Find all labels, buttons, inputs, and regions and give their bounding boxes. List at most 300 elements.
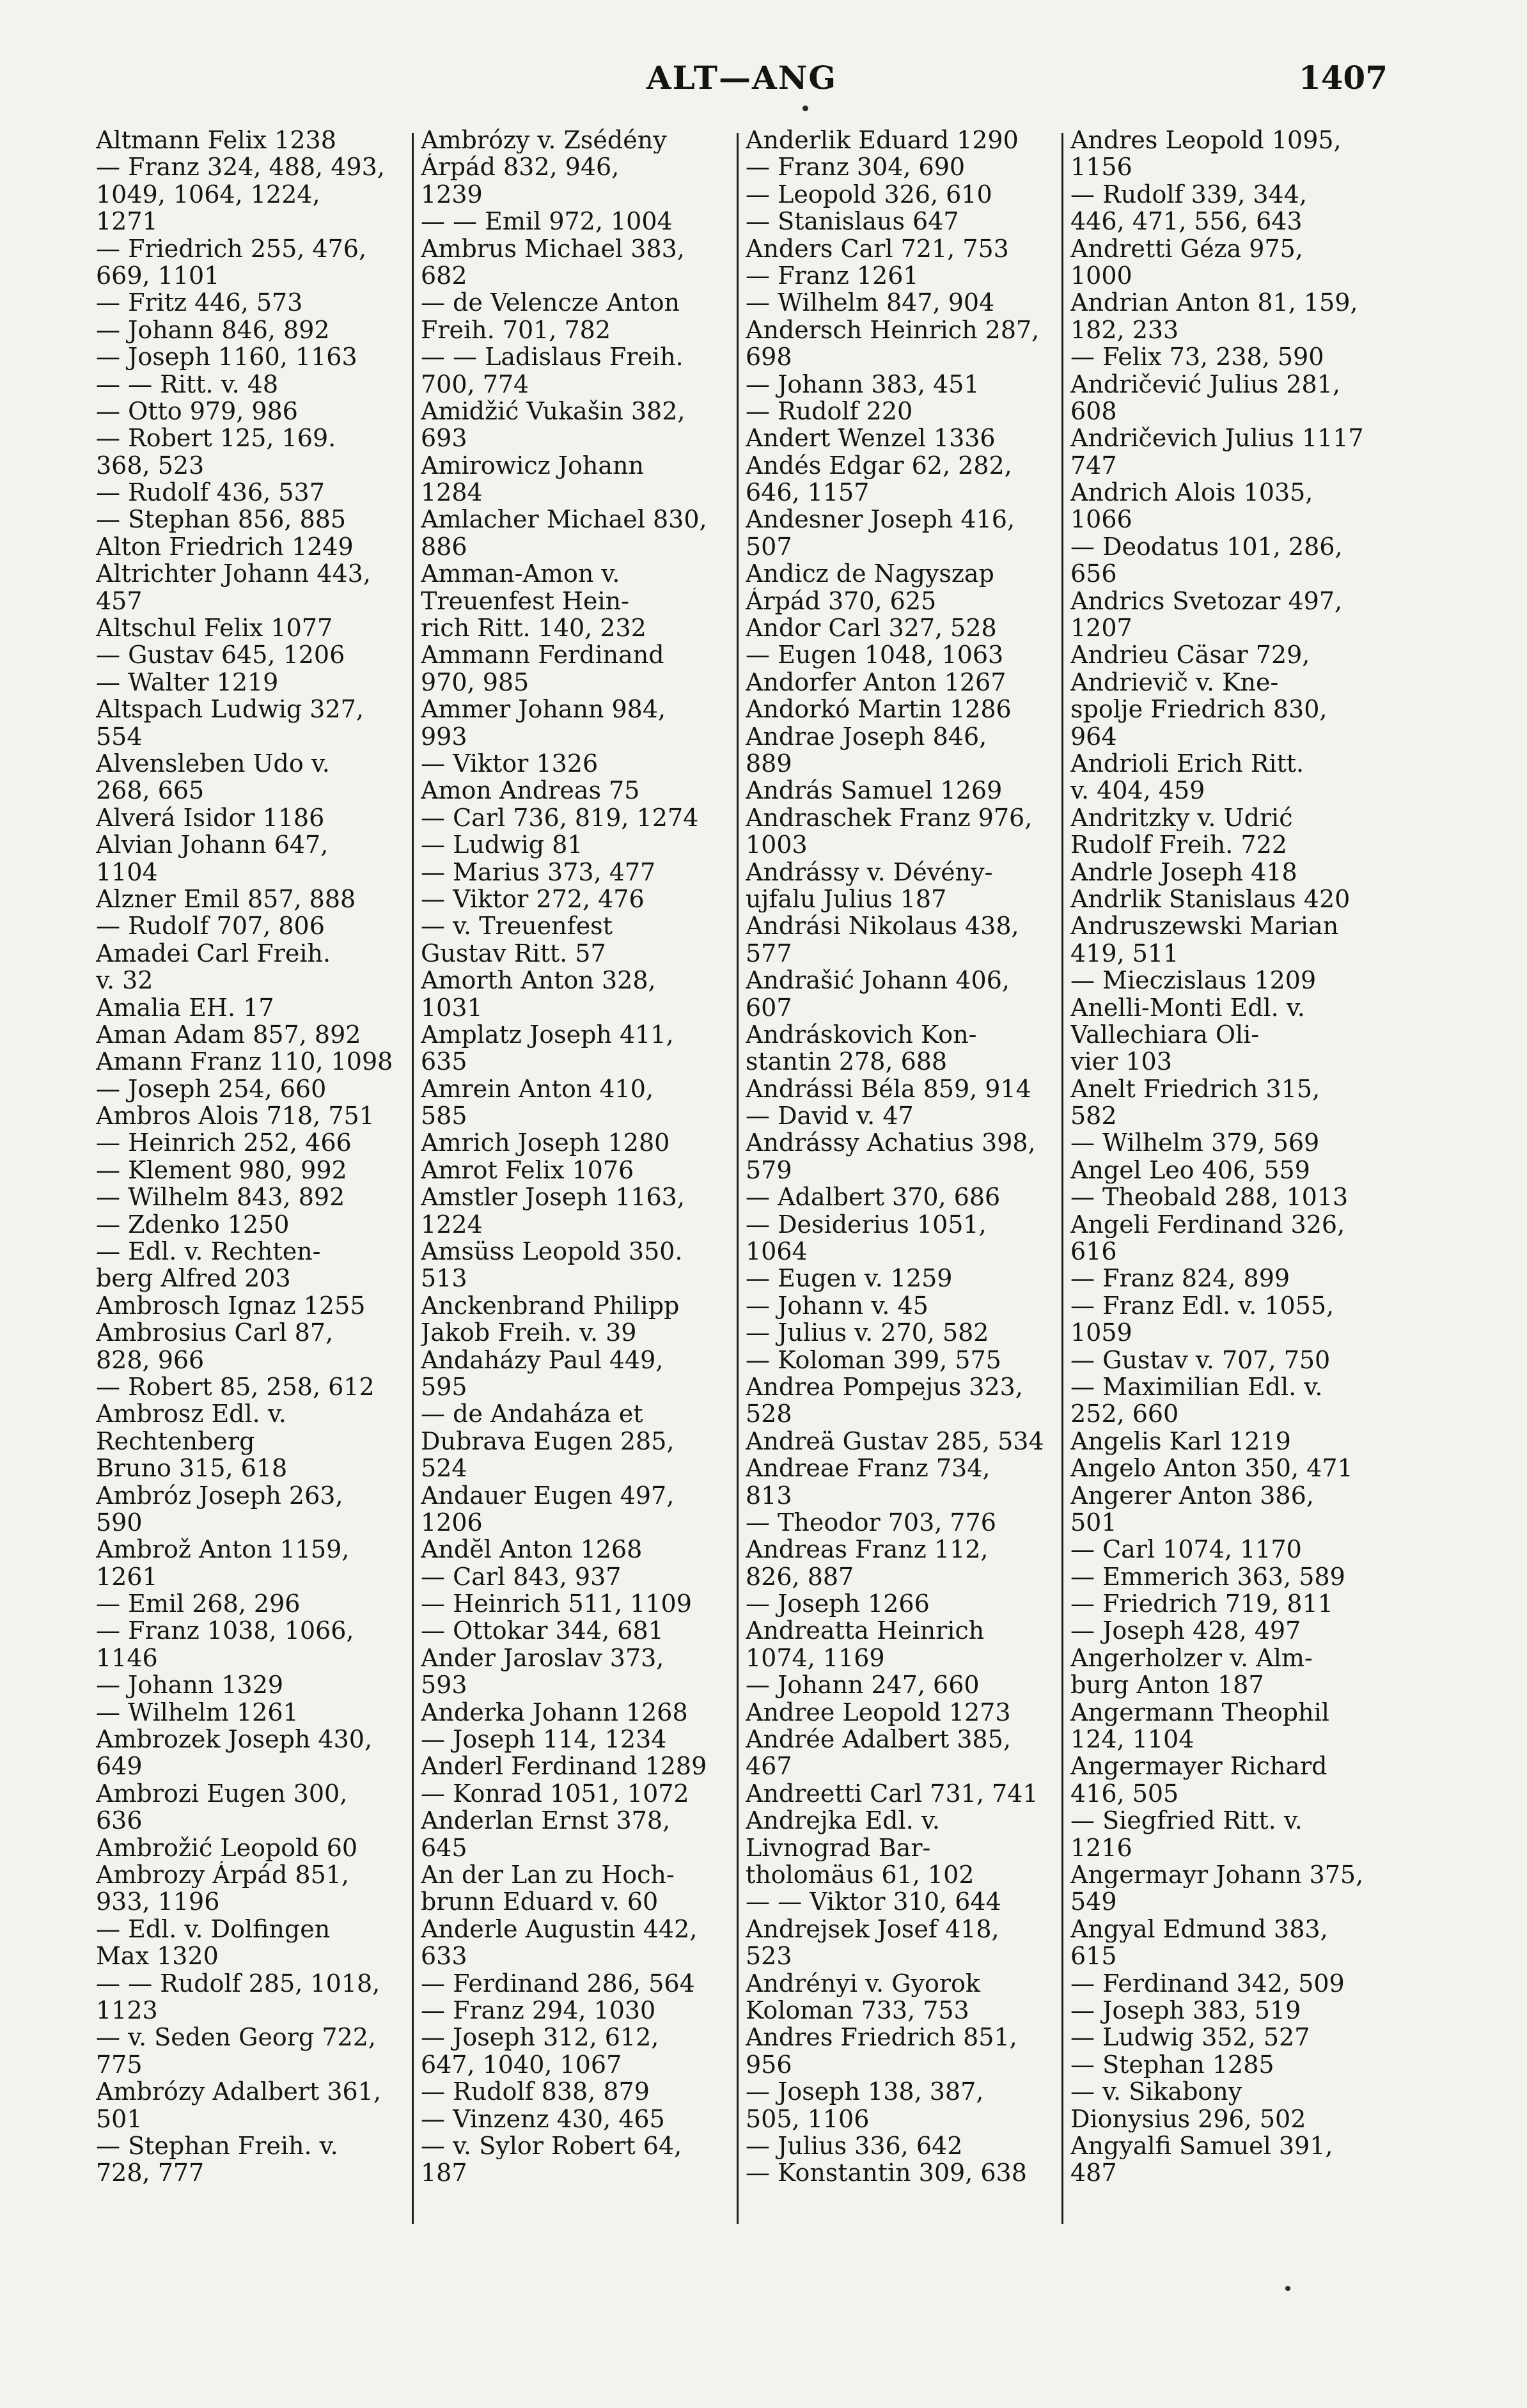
index-entry-line: — Mieczislaus 1209 — [1070, 967, 1317, 994]
index-entry-line: 252, 660 — [1070, 1400, 1179, 1428]
index-entry-line: 886 — [421, 533, 467, 561]
index-entry-line: Andrea Pompejus 323, — [746, 1373, 1023, 1401]
index-entry-line: Amon Andreas 75 — [421, 777, 640, 804]
index-entry-line: 828, 966 — [96, 1346, 205, 1373]
index-entry-line: Andres Friedrich 851, — [746, 2024, 1017, 2051]
index-entry-line: Angel Leo 406, 559 — [1070, 1156, 1310, 1184]
index-entry-line: Vallechiara Oli- — [1070, 1020, 1260, 1049]
index-entry-line: — Franz 324, 488, 493, — [96, 153, 385, 181]
index-entry-line: Altrichter Johann 443, — [96, 560, 371, 588]
index-entry-line: — Ottokar 344, 681 — [421, 1617, 664, 1645]
index-entry-line: 528 — [746, 1400, 792, 1428]
index-columns — [96, 127, 1388, 2237]
index-entry-line: — Joseph 138, 387, — [746, 2078, 984, 2106]
index-entry-line: 607 — [746, 994, 792, 1021]
index-entry-line: 446, 471, 556, 643 — [1070, 208, 1303, 235]
index-entry-line: Andrejsek Josef 418, — [746, 1915, 999, 1943]
index-entry-line: Anderka Johann 1268 — [421, 1698, 688, 1726]
index-entry-line: Andreae Franz 734, — [746, 1455, 991, 1482]
index-entry-line: 505, 1106 — [746, 2105, 870, 2132]
index-entry-line: 826, 887 — [746, 1563, 854, 1591]
index-entry-line: — Wilhelm 1261 — [96, 1698, 299, 1726]
index-entry-line: Jakob Freih. v. 39 — [421, 1319, 637, 1347]
index-entry-line: — Maximilian Edl. v. — [1070, 1373, 1323, 1401]
index-entry-line: — Carl 736, 819, 1274 — [421, 804, 699, 832]
index-entry-line: — Vinzenz 430, 465 — [421, 2105, 665, 2132]
index-entry-line: 970, 985 — [421, 668, 529, 696]
index-entry-line: 647, 1040, 1067 — [421, 2051, 622, 2079]
index-entry-line: Ambrožić Leopold 60 — [96, 1834, 358, 1861]
index-entry-line: Alvensleben Udo v. — [96, 749, 330, 778]
index-entry-line: — Joseph 312, 612, — [421, 2024, 659, 2051]
index-entry-line: Andaházy Paul 449, — [421, 1346, 664, 1373]
index-entry-line: stantin 278, 688 — [746, 1048, 948, 1075]
index-entry-line: Andritzky v. Udrić — [1070, 804, 1293, 832]
index-entry-line: Andersch Heinrich 287, — [746, 316, 1040, 344]
index-entry-line: Andĕl Anton 1268 — [421, 1536, 643, 1563]
index-entry-line: Ammann Ferdinand — [421, 641, 664, 669]
index-entry-line: Altspach Ludwig 327, — [96, 696, 364, 723]
index-entry-line: 1031 — [421, 994, 483, 1021]
index-entry-line: — Rudolf 220 — [746, 397, 913, 425]
index-entry-line: — Leopold 326, 610 — [746, 180, 992, 208]
index-entry-line: — Theobald 288, 1013 — [1070, 1184, 1349, 1211]
index-entry-line: — Edl. v. Rechten- — [96, 1238, 321, 1265]
index-entry-line: Livnograd Bar- — [746, 1834, 931, 1861]
index-entry-line: Andričević Julius 281, — [1070, 370, 1340, 398]
index-entry-line: 416, 505 — [1070, 1779, 1179, 1808]
index-entry-line: Angyal Edmund 383, — [1070, 1915, 1328, 1943]
index-entry-line: — Joseph 1160, 1163 — [96, 343, 357, 371]
index-entry-line: — Emmerich 363, 589 — [1070, 1563, 1345, 1591]
index-entry-line: — de Andaháza et — [421, 1400, 643, 1428]
page-number: 1407 — [1298, 59, 1388, 97]
index-entry-line: — Emil 268, 296 — [96, 1590, 301, 1618]
index-entry-line: Andreas Franz 112, — [746, 1536, 989, 1563]
index-entry-line: Andrioli Erich Ritt. — [1070, 749, 1304, 778]
index-entry-line: — Joseph 114, 1234 — [421, 1726, 667, 1753]
index-entry-line: — v. Seden Georg 722, — [96, 2024, 376, 2051]
index-entry-line: — Klement 980, 992 — [96, 1156, 347, 1184]
index-entry-line: — Rudolf 838, 879 — [421, 2078, 650, 2106]
index-entry-line: Angermayer Richard — [1070, 1753, 1327, 1780]
index-entry-line: spolje Friedrich 830, — [1070, 696, 1327, 723]
index-entry-line: Anders Carl 721, 753 — [746, 235, 1009, 262]
index-entry-line: — Johann 1329 — [96, 1671, 284, 1699]
index-entry-line: Treuenfest Hein- — [421, 587, 629, 615]
index-entry-line: — de Velencze Anton — [421, 289, 680, 317]
index-entry-line: Angelis Karl 1219 — [1070, 1427, 1291, 1455]
index-entry-line: Andrejka Edl. v. — [746, 1807, 940, 1834]
index-entry-line: Ambrož Anton 1159, — [96, 1536, 350, 1563]
index-entry-line: 501 — [1070, 1508, 1117, 1536]
index-entry-line: Andrian Anton 81, 159, — [1070, 289, 1358, 317]
index-entry-line: — Carl 843, 937 — [421, 1563, 622, 1591]
index-entry-line: — Stephan 856, 885 — [96, 506, 347, 533]
index-entry-line: Amirowicz Johann — [421, 451, 644, 480]
index-entry-line: 964 — [1070, 723, 1117, 750]
index-entry-line: Angelo Anton 350, 471 — [1070, 1455, 1353, 1482]
index-entry-line: — Edl. v. Dolfingen — [96, 1915, 331, 1943]
index-entry-line: 616 — [1070, 1238, 1117, 1265]
index-entry-line: Altmann Felix 1238 — [96, 127, 336, 154]
index-entry-line: — Joseph 428, 497 — [1070, 1617, 1301, 1645]
index-entry-line: — Viktor 1326 — [421, 749, 599, 778]
index-entry-line: Dionysius 296, 502 — [1070, 2105, 1306, 2132]
index-entry-line: — — Rudolf 285, 1018, — [96, 1969, 380, 1997]
index-entry-line: Andrée Adalbert 385, — [746, 1726, 1011, 1753]
index-entry-line: 1271 — [96, 208, 158, 235]
index-entry-line: 608 — [1070, 397, 1117, 425]
index-entry-line: 1003 — [746, 831, 808, 859]
index-entry-line: — Eugen v. 1259 — [746, 1265, 953, 1292]
index-entry-line: Angeli Ferdinand 326, — [1070, 1210, 1345, 1239]
index-entry-line: 649 — [96, 1753, 143, 1780]
index-entry-line: — Stanislaus 647 — [746, 208, 959, 235]
index-entry-line: Andrašić Johann 406, — [746, 967, 1010, 994]
column-rule — [1061, 133, 1063, 2224]
index-entry-line: — Franz 294, 1030 — [421, 1996, 656, 2024]
index-entry-line: 956 — [746, 2051, 792, 2079]
index-entry-line: Amstler Joseph 1163, — [421, 1184, 685, 1211]
index-entry-line: Ambrosz Edl. v. — [96, 1400, 286, 1428]
index-column-3 — [746, 127, 1055, 2237]
index-entry-line: 728, 777 — [96, 2159, 205, 2187]
index-entry-line: Angermann Theophil — [1070, 1698, 1329, 1726]
index-entry-line: 585 — [421, 1102, 467, 1130]
index-column-1 — [96, 127, 405, 2237]
index-entry-line: — Franz 824, 899 — [1070, 1265, 1290, 1292]
index-entry-line: Andres Leopold 1095, — [1070, 127, 1342, 154]
index-entry-line: — Ferdinand 342, 509 — [1070, 1969, 1345, 1997]
index-entry-line: tholomäus 61, 102 — [746, 1861, 975, 1889]
index-entry-line: Andés Edgar 62, 282, — [746, 451, 1012, 480]
index-entry-line: Ambros Alois 718, 751 — [96, 1102, 375, 1130]
index-entry-line: 1239 — [421, 180, 483, 208]
index-entry-line: Anelt Friedrich 315, — [1070, 1075, 1320, 1103]
index-entry-line: 501 — [96, 2105, 143, 2132]
index-entry-line: 513 — [421, 1265, 467, 1292]
index-entry-line: 693 — [421, 425, 467, 452]
index-entry-line: — Viktor 272, 476 — [421, 885, 645, 913]
index-entry-line: 775 — [96, 2051, 143, 2079]
index-entry-line: — v. Sikabony — [1070, 2078, 1242, 2106]
index-entry-line: 590 — [96, 1508, 143, 1536]
index-entry-line: Andrássy v. Dévény- — [746, 858, 993, 886]
index-entry-line: 615 — [1070, 1943, 1117, 1970]
index-entry-line: Amman-Amon v. — [421, 560, 620, 588]
index-entry-line: — Stephan 1285 — [1070, 2051, 1274, 2079]
index-entry-line: — Otto 979, 986 — [96, 397, 298, 425]
index-entry-line: Alzner Emil 857, 888 — [96, 885, 356, 913]
index-entry-line: Amsüss Leopold 350. — [421, 1238, 683, 1265]
index-entry-line: Andrieu Cäsar 729, — [1070, 641, 1310, 669]
index-entry-line: 549 — [1070, 1888, 1117, 1916]
index-entry-line: András Samuel 1269 — [746, 777, 1003, 804]
index-entry-line: 577 — [746, 939, 792, 967]
index-entry-line: Andráskovich Kon- — [746, 1020, 977, 1049]
index-entry-line: 636 — [96, 1807, 143, 1834]
index-entry-line: — Robert 125, 169. — [96, 425, 336, 452]
index-entry-line: Árpád 832, 946, — [421, 153, 620, 181]
index-entry-line: — Friedrich 255, 476, — [96, 235, 367, 262]
index-entry-line: Andorkó Martin 1286 — [746, 696, 1012, 723]
index-entry-line: Aman Adam 857, 892 — [96, 1020, 361, 1049]
column-rule — [412, 133, 414, 2224]
index-entry-line: — Deodatus 101, 286, — [1070, 533, 1343, 561]
index-entry-line: 993 — [421, 723, 467, 750]
index-entry-line: 368, 523 — [96, 451, 205, 480]
index-entry-line: Anderlan Ernst 378, — [421, 1807, 671, 1834]
index-entry-line: Dubrava Eugen 285, — [421, 1427, 675, 1455]
index-entry-line: — Desiderius 1051, — [746, 1210, 987, 1239]
index-entry-line: Amrot Felix 1076 — [421, 1156, 634, 1184]
index-entry-line: Ambrózy v. Zsédény — [421, 127, 667, 154]
index-entry-line: — Heinrich 511, 1109 — [421, 1590, 692, 1618]
index-entry-line: 933, 1196 — [96, 1888, 220, 1916]
index-entry-line: — Eugen 1048, 1063 — [746, 641, 1004, 669]
index-entry-line: — Wilhelm 379, 569 — [1070, 1129, 1320, 1157]
index-entry-line: 1104 — [96, 858, 158, 886]
index-entry-line: Ander Jaroslav 373, — [421, 1644, 664, 1672]
index-entry-line: — Joseph 383, 519 — [1070, 1996, 1301, 2024]
index-entry-line: — Konrad 1051, 1072 — [421, 1779, 689, 1808]
index-entry-line: Koloman 733, 753 — [746, 1996, 969, 2024]
index-entry-line: Rechtenberg — [96, 1427, 255, 1455]
index-entry-line: Angerholzer v. Alm- — [1070, 1644, 1313, 1672]
index-entry-line: Ambrus Michael 383, — [421, 235, 685, 262]
index-entry-line: Amlacher Michael 830, — [421, 506, 707, 533]
index-entry-line: Amadei Carl Freih. — [96, 939, 331, 967]
index-column-2 — [421, 127, 730, 2237]
index-entry-line: 1049, 1064, 1224, — [96, 180, 320, 208]
column-rule — [737, 133, 739, 2224]
index-entry-line: Andert Wenzel 1336 — [746, 425, 996, 452]
index-entry-line: 1059 — [1070, 1319, 1132, 1347]
index-entry-line: Andorfer Anton 1267 — [746, 668, 1006, 696]
index-entry-line: — v. Treuenfest — [421, 912, 613, 940]
index-entry-line: Ambrozi Eugen 300, — [96, 1779, 348, 1808]
index-entry-line: — Siegfried Ritt. v. — [1070, 1807, 1303, 1834]
index-entry-line: Amalia EH. 17 — [96, 994, 274, 1021]
index-entry-line: — Rudolf 436, 537 — [96, 479, 325, 506]
index-entry-line: — — Ritt. v. 48 — [96, 370, 279, 398]
index-entry-line: — — Emil 972, 1004 — [421, 208, 673, 235]
index-entry-line: — Franz 1038, 1066, — [96, 1617, 354, 1645]
index-entry-line: 1066 — [1070, 506, 1132, 533]
index-entry-line: 635 — [421, 1048, 467, 1075]
index-entry-line: Andreä Gustav 285, 534 — [746, 1427, 1044, 1455]
index-entry-line: Andrényi v. Gyorok — [746, 1969, 980, 1997]
index-entry-line: — Wilhelm 847, 904 — [746, 289, 995, 317]
index-entry-line: Ambróz Joseph 263, — [96, 1482, 343, 1509]
index-entry-line: 487 — [1070, 2159, 1117, 2187]
index-entry-line: 889 — [746, 749, 792, 778]
index-entry-line: — Friedrich 719, 811 — [1070, 1590, 1333, 1618]
index-entry-line: rich Ritt. 140, 232 — [421, 614, 646, 642]
index-entry-line: — Johann 846, 892 — [96, 316, 330, 344]
index-entry-line: Andraschek Franz 976, — [746, 804, 1033, 832]
index-entry-line: Anderl Ferdinand 1289 — [421, 1753, 707, 1780]
index-entry-line: Andrási Nikolaus 438, — [746, 912, 1019, 940]
index-entry-line: 1146 — [96, 1644, 158, 1672]
index-entry-line: — Johann 247, 660 — [746, 1671, 980, 1699]
index-entry-line: 1000 — [1070, 262, 1132, 290]
index-entry-line: — Walter 1219 — [96, 668, 279, 696]
index-entry-line: Angermayr Johann 375, — [1070, 1861, 1364, 1889]
index-entry-line: Andrae Joseph 846, — [746, 723, 987, 750]
index-entry-line: Angerer Anton 386, — [1070, 1482, 1314, 1509]
index-entry-line: — Franz Edl. v. 1055, — [1070, 1292, 1335, 1320]
index-entry-line: Andričevich Julius 1117 — [1070, 425, 1364, 452]
index-entry-line: 747 — [1070, 451, 1117, 480]
index-entry-line: Amrich Joseph 1280 — [421, 1129, 670, 1157]
index-entry-line: — Joseph 254, 660 — [96, 1075, 327, 1103]
index-entry-line: — Carl 1074, 1170 — [1070, 1536, 1302, 1563]
index-entry-line: 1206 — [421, 1508, 483, 1536]
index-entry-line: — Johann v. 45 — [746, 1292, 928, 1320]
index-entry-line: Bruno 315, 618 — [96, 1455, 288, 1482]
index-entry-line: Amann Franz 110, 1098 — [96, 1048, 393, 1075]
index-entry-line: 419, 511 — [1070, 939, 1179, 967]
index-entry-line: burg Anton 187 — [1070, 1671, 1264, 1699]
index-entry-line: — — Viktor 310, 644 — [746, 1888, 1001, 1916]
index-entry-line: Freih. 701, 782 — [421, 316, 611, 344]
index-entry-line: Árpád 370, 625 — [746, 587, 937, 615]
index-entry-line: — Rudolf 339, 344, — [1070, 180, 1307, 208]
index-entry-line: 595 — [421, 1373, 467, 1401]
index-entry-line: — Ferdinand 286, 564 — [421, 1969, 695, 1997]
index-entry-line: Andreetti Carl 731, 741 — [746, 1779, 1038, 1808]
index-entry-line: — Adalbert 370, 686 — [746, 1184, 1001, 1211]
index-entry-line: 593 — [421, 1671, 467, 1699]
index-entry-line: 813 — [746, 1482, 792, 1509]
index-entry-line: — Theodor 703, 776 — [746, 1508, 996, 1536]
index-entry-line: — Gustav v. 707, 750 — [1070, 1346, 1331, 1373]
index-entry-line: — Joseph 1266 — [746, 1590, 930, 1618]
index-entry-line: 669, 1101 — [96, 262, 220, 290]
index-entry-line: Amorth Anton 328, — [421, 967, 656, 994]
index-entry-line: Ambrózy Adalbert 361, — [96, 2078, 381, 2106]
index-entry-line: — Johann 383, 451 — [746, 370, 980, 398]
index-entry-line: 1284 — [421, 479, 483, 506]
index-entry-line: — Heinrich 252, 466 — [96, 1129, 352, 1157]
index-entry-line: Anderlik Eduard 1290 — [746, 127, 1019, 154]
index-entry-line: 554 — [96, 723, 143, 750]
index-entry-line: 698 — [746, 343, 792, 371]
index-entry-line: — Franz 1261 — [746, 262, 919, 290]
index-entry-line: Rudolf Freih. 722 — [1070, 831, 1287, 859]
index-entry-line: — Julius v. 270, 582 — [746, 1319, 989, 1347]
index-entry-line: v. 404, 459 — [1070, 777, 1205, 804]
index-entry-line: Anckenbrand Philipp — [421, 1292, 680, 1320]
index-entry-line: Ambrosius Carl 87, — [96, 1319, 334, 1347]
index-entry-line: Andreatta Heinrich — [746, 1617, 985, 1645]
index-entry-line: Amplatz Joseph 411, — [421, 1020, 674, 1049]
index-entry-line: Alverá Isidor 1186 — [96, 804, 325, 832]
index-entry-line: — Gustav 645, 1206 — [96, 641, 345, 669]
index-entry-line: 1207 — [1070, 614, 1132, 642]
index-entry-line: 124, 1104 — [1070, 1726, 1194, 1753]
index-entry-line: 1064 — [746, 1238, 808, 1265]
index-entry-line: 682 — [421, 262, 467, 290]
index-entry-line: — Felix 73, 238, 590 — [1070, 343, 1324, 371]
index-entry-line: — Marius 373, 477 — [421, 858, 656, 886]
index-entry-line: 1261 — [96, 1563, 158, 1591]
index-entry-line: Ambrozy Árpád 851, — [96, 1861, 350, 1889]
index-entry-line: Andrlik Stanislaus 420 — [1070, 885, 1351, 913]
index-entry-line: Andree Leopold 1273 — [746, 1698, 1011, 1726]
index-entry-line: — Konstantin 309, 638 — [746, 2159, 1027, 2187]
index-entry-line: 656 — [1070, 560, 1117, 588]
index-entry-line: Gustav Ritt. 57 — [421, 939, 606, 967]
index-entry-line: 524 — [421, 1455, 467, 1482]
index-entry-line: Andretti Géza 975, — [1070, 235, 1303, 262]
index-entry-line: 187 — [421, 2159, 467, 2187]
index-entry-line: Angyalfi Samuel 391, — [1070, 2132, 1333, 2160]
index-entry-line: Alton Friedrich 1249 — [96, 533, 354, 561]
index-entry-line: 1156 — [1070, 153, 1132, 181]
index-entry-line: — Julius 336, 642 — [746, 2132, 963, 2160]
print-speck — [803, 106, 808, 111]
index-entry-line: 646, 1157 — [746, 479, 870, 506]
index-entry-line: 1074, 1169 — [746, 1644, 885, 1672]
index-entry-line: Andruszewski Marian — [1070, 912, 1339, 940]
index-entry-line: Andrich Alois 1035, — [1070, 479, 1313, 506]
index-entry-line: Anderle Augustin 442, — [421, 1915, 698, 1943]
index-column-4 — [1070, 127, 1388, 2237]
index-entry-line: 182, 233 — [1070, 316, 1179, 344]
index-entry-line: — Wilhelm 843, 892 — [96, 1184, 345, 1211]
index-entry-line: 1216 — [1070, 1834, 1132, 1861]
index-entry-line: Ambrozek Joseph 430, — [96, 1726, 373, 1753]
index-entry-line: — Fritz 446, 573 — [96, 289, 303, 317]
index-entry-line: An der Lan zu Hoch- — [421, 1861, 675, 1889]
index-entry-line: Max 1320 — [96, 1943, 219, 1970]
index-entry-line: — Rudolf 707, 806 — [96, 912, 325, 940]
index-entry-line: Amidžić Vukašin 382, — [421, 397, 685, 425]
index-entry-line: — Stephan Freih. v. — [96, 2132, 338, 2160]
index-entry-line: 523 — [746, 1943, 792, 1970]
page-header — [96, 59, 1388, 104]
index-entry-line: ujfalu Julius 187 — [746, 885, 947, 913]
index-entry-line: — Ludwig 81 — [421, 831, 583, 859]
index-entry-line: Andrics Svetozar 497, — [1070, 587, 1343, 615]
index-entry-line: Amrein Anton 410, — [421, 1075, 654, 1103]
index-entry-line: Ammer Johann 984, — [421, 696, 666, 723]
index-entry-line: — David v. 47 — [746, 1102, 914, 1130]
index-entry-line: 700, 774 — [421, 370, 529, 398]
index-entry-line: Anelli-Monti Edl. v. — [1070, 994, 1305, 1021]
index-entry-line: berg Alfred 203 — [96, 1265, 291, 1292]
index-entry-line: Andauer Eugen 497, — [421, 1482, 675, 1509]
index-entry-line: — Koloman 399, 575 — [746, 1346, 1001, 1373]
index-entry-line: 457 — [96, 587, 143, 615]
index-entry-line: 582 — [1070, 1102, 1117, 1130]
index-entry-line: — Franz 304, 690 — [746, 153, 966, 181]
index-entry-line: 645 — [421, 1834, 467, 1861]
index-entry-line: v. 32 — [96, 967, 153, 994]
index-entry-line: 268, 665 — [96, 777, 205, 804]
index-entry-line: 1224 — [421, 1210, 483, 1239]
index-entry-line: vier 103 — [1070, 1048, 1172, 1075]
index-entry-line: — Robert 85, 258, 612 — [96, 1373, 375, 1401]
index-entry-line: Altschul Felix 1077 — [96, 614, 333, 642]
index-entry-line: 1123 — [96, 1996, 158, 2024]
index-entry-line: Andrievič v. Kne- — [1070, 668, 1279, 696]
index-entry-line: brunn Eduard v. 60 — [421, 1888, 659, 1916]
index-entry-line: Andrle Joseph 418 — [1070, 858, 1297, 886]
